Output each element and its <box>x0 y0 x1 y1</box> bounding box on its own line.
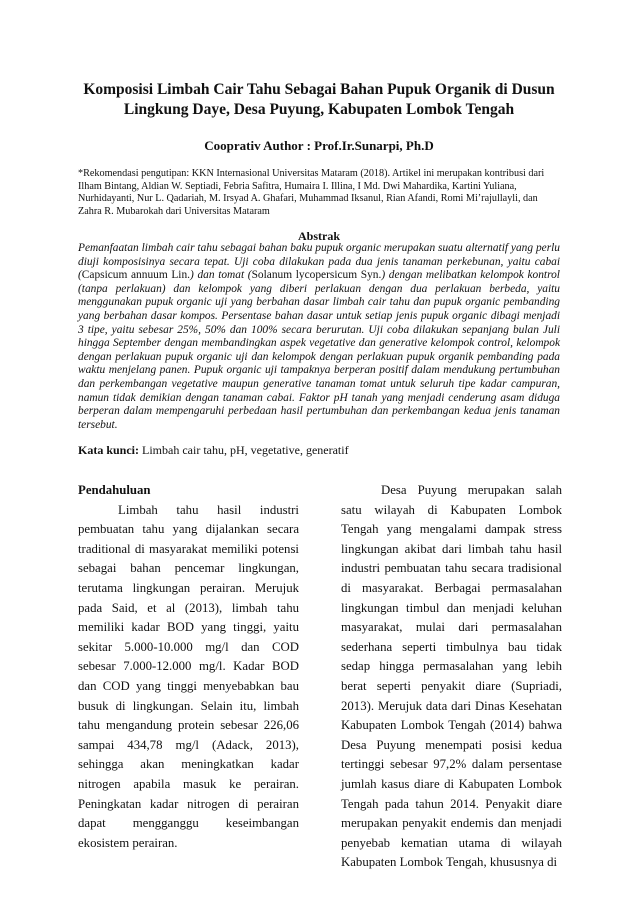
paper-title: Komposisi Limbah Cair Tahu Sebagai Bahan Pupuk Organik di Dusun Lingkung Daye, Desa Puyung, Kabupaten Lombok Tengah <box>83 81 555 118</box>
keywords-text: Limbah cair tahu, pH, vegetative, generatif <box>139 443 349 457</box>
keywords-line <box>78 443 560 457</box>
citation-recommendation: *Rekomendasi pengutipan: KKN Internasional Universitas Mataram (2018). Artikel ini merupakan kontribusi dari Ilham Bintang, Aldian W. Septiadi, Febria Safitra, Humaira I. Illina, I Md. Dwi Mahardika, Kartini Yuliana, Nurhidayanti, Nur L. Qadariah, M. Irsyad A. Ghafari, Muhammad Iksanul, Rian Afandi, Romi Mi’rajullayli, dan Zahra R. Mubarokah dari Universitas Mataram <box>78 168 545 217</box>
left-paragraph: Limbah tahu hasil industri pembuatan tahu yang dijalankan secara traditional di masyarakat memiliki potensi sebagai bahan pencemar lingkungan, terutama lingkungan perairan. Merujuk pada Said, et al (2013), limbah tahu memiliki kadar BOD yang tinggi, yaitu sekitar 5.000-10.000 mg/l dan COD sebesar 7.000-12.000 mg/l. Kadar BOD dan COD yang tinggi menyebabkan bau busuk di lingkungan. Selain itu, limbah tahu mengandung protein sebesar 226,06 sampai 434,78 mg/l (Adack, 2013), sehingga akan meningkatkan kadar nitrogen apabila masuk ke perairan. Peningkatan kadar nitrogen di perairan dapat mengganggu keseimbangan ekosistem perairan. <box>78 502 299 850</box>
scientific-name-chili: Capsicum annuum Lin. <box>81 269 191 282</box>
section-heading-introduction: Pendahuluan <box>78 483 151 497</box>
abstract-text-2: ) dan tomat ( <box>190 269 252 282</box>
abstract-body <box>78 242 560 432</box>
author-line: Cooprativ Author : Prof.Ir.Sunarpi, Ph.D <box>204 138 434 153</box>
abstract-text-1: Pemanfaatan limbah cair tahu sebagai bahan baku pupuk organic merupakan suatu alternatif yang perlu diuji komposisinya secara tepat. Uji coba dilakukan pada dua jenis tanaman perkebunan, yaitu cabai ( <box>78 242 560 282</box>
left-column <box>78 481 299 853</box>
abstract-heading: Abstrak <box>297 229 340 243</box>
right-column <box>341 481 562 873</box>
right-paragraph: Desa Puyung merupakan salah satu wilayah di Kabupaten Lombok Tengah yang mengalami dampak stress lingkungan akibat dari limbah tahu hasil industri pembuatan tahu secara tradisional di masyarakat. Berbagai permasalahan lingkungan timbul dan menjadi keluhan masyarakat, mulai dari permasalahan sederhana seperti timbulnya bau tidak sedap hingga permasalahan yang lebih berat seperti penyakit diare (Supriadi, 2013). Merujuk data dari Dinas Kesehatan Kabupaten Lombok Tengah (2014) bahwa Desa Puyung menempati posisi kedua tertinggi sebesar 97,2% dalam persentase jumlah kasus diare di Kabupaten Lombok Tengah pada tahun 2014. Penyakit diare merupakan penyakit endemis dan menjadi penyebab kematian utama di wilayah Kabupaten Lombok Tengah, khususnya di <box>341 483 562 870</box>
abstract-text-3: ) dengan melibatkan kelompok kontrol (tanpa perlakuan) dan kelompok yang diberi perlakuan dengan dua perlakuan berbeda, yaitu menggunakan pupuk organic uji yang berbahan dasar limbah cair tahu dan pupuk organic pembanding yang berbahan dasar kompos. Persentase bahan dasar untuk setiap jenis pupuk organic dibagi menjadi 3 tipe, yaitu sebesar 25%, 50% dan 100% secara berurutan. Uji coba dilakukan sepanjang bulan Juli hingga September dengan membandingkan aspek vegetative dan generative kelompok control, kelompok dengan perlakuan pupuk organic uji dan kelompok dengan perlakuan pupuk organik pembanding pada waktu menjelang panen. Pupuk organic uji tampaknya berperan positif dalam mendukung pertumbuhan dan perkembangan vegetative maupun generative tanaman tomat untuk seluruh tipe kadar campuran, namun tidak demikian dengan tanaman cabai. Faktor pH tanah yang menjadi cenderung asam diduga berperan dalam mempengaruhi perbedaan hasil pertumbuhan dan perkembangan kedua jenis tanaman tersebut. <box>78 269 560 431</box>
scientific-name-tomato: Solanum lycopersicum Syn. <box>251 269 382 282</box>
keywords-label: Kata kunci: <box>78 443 140 457</box>
